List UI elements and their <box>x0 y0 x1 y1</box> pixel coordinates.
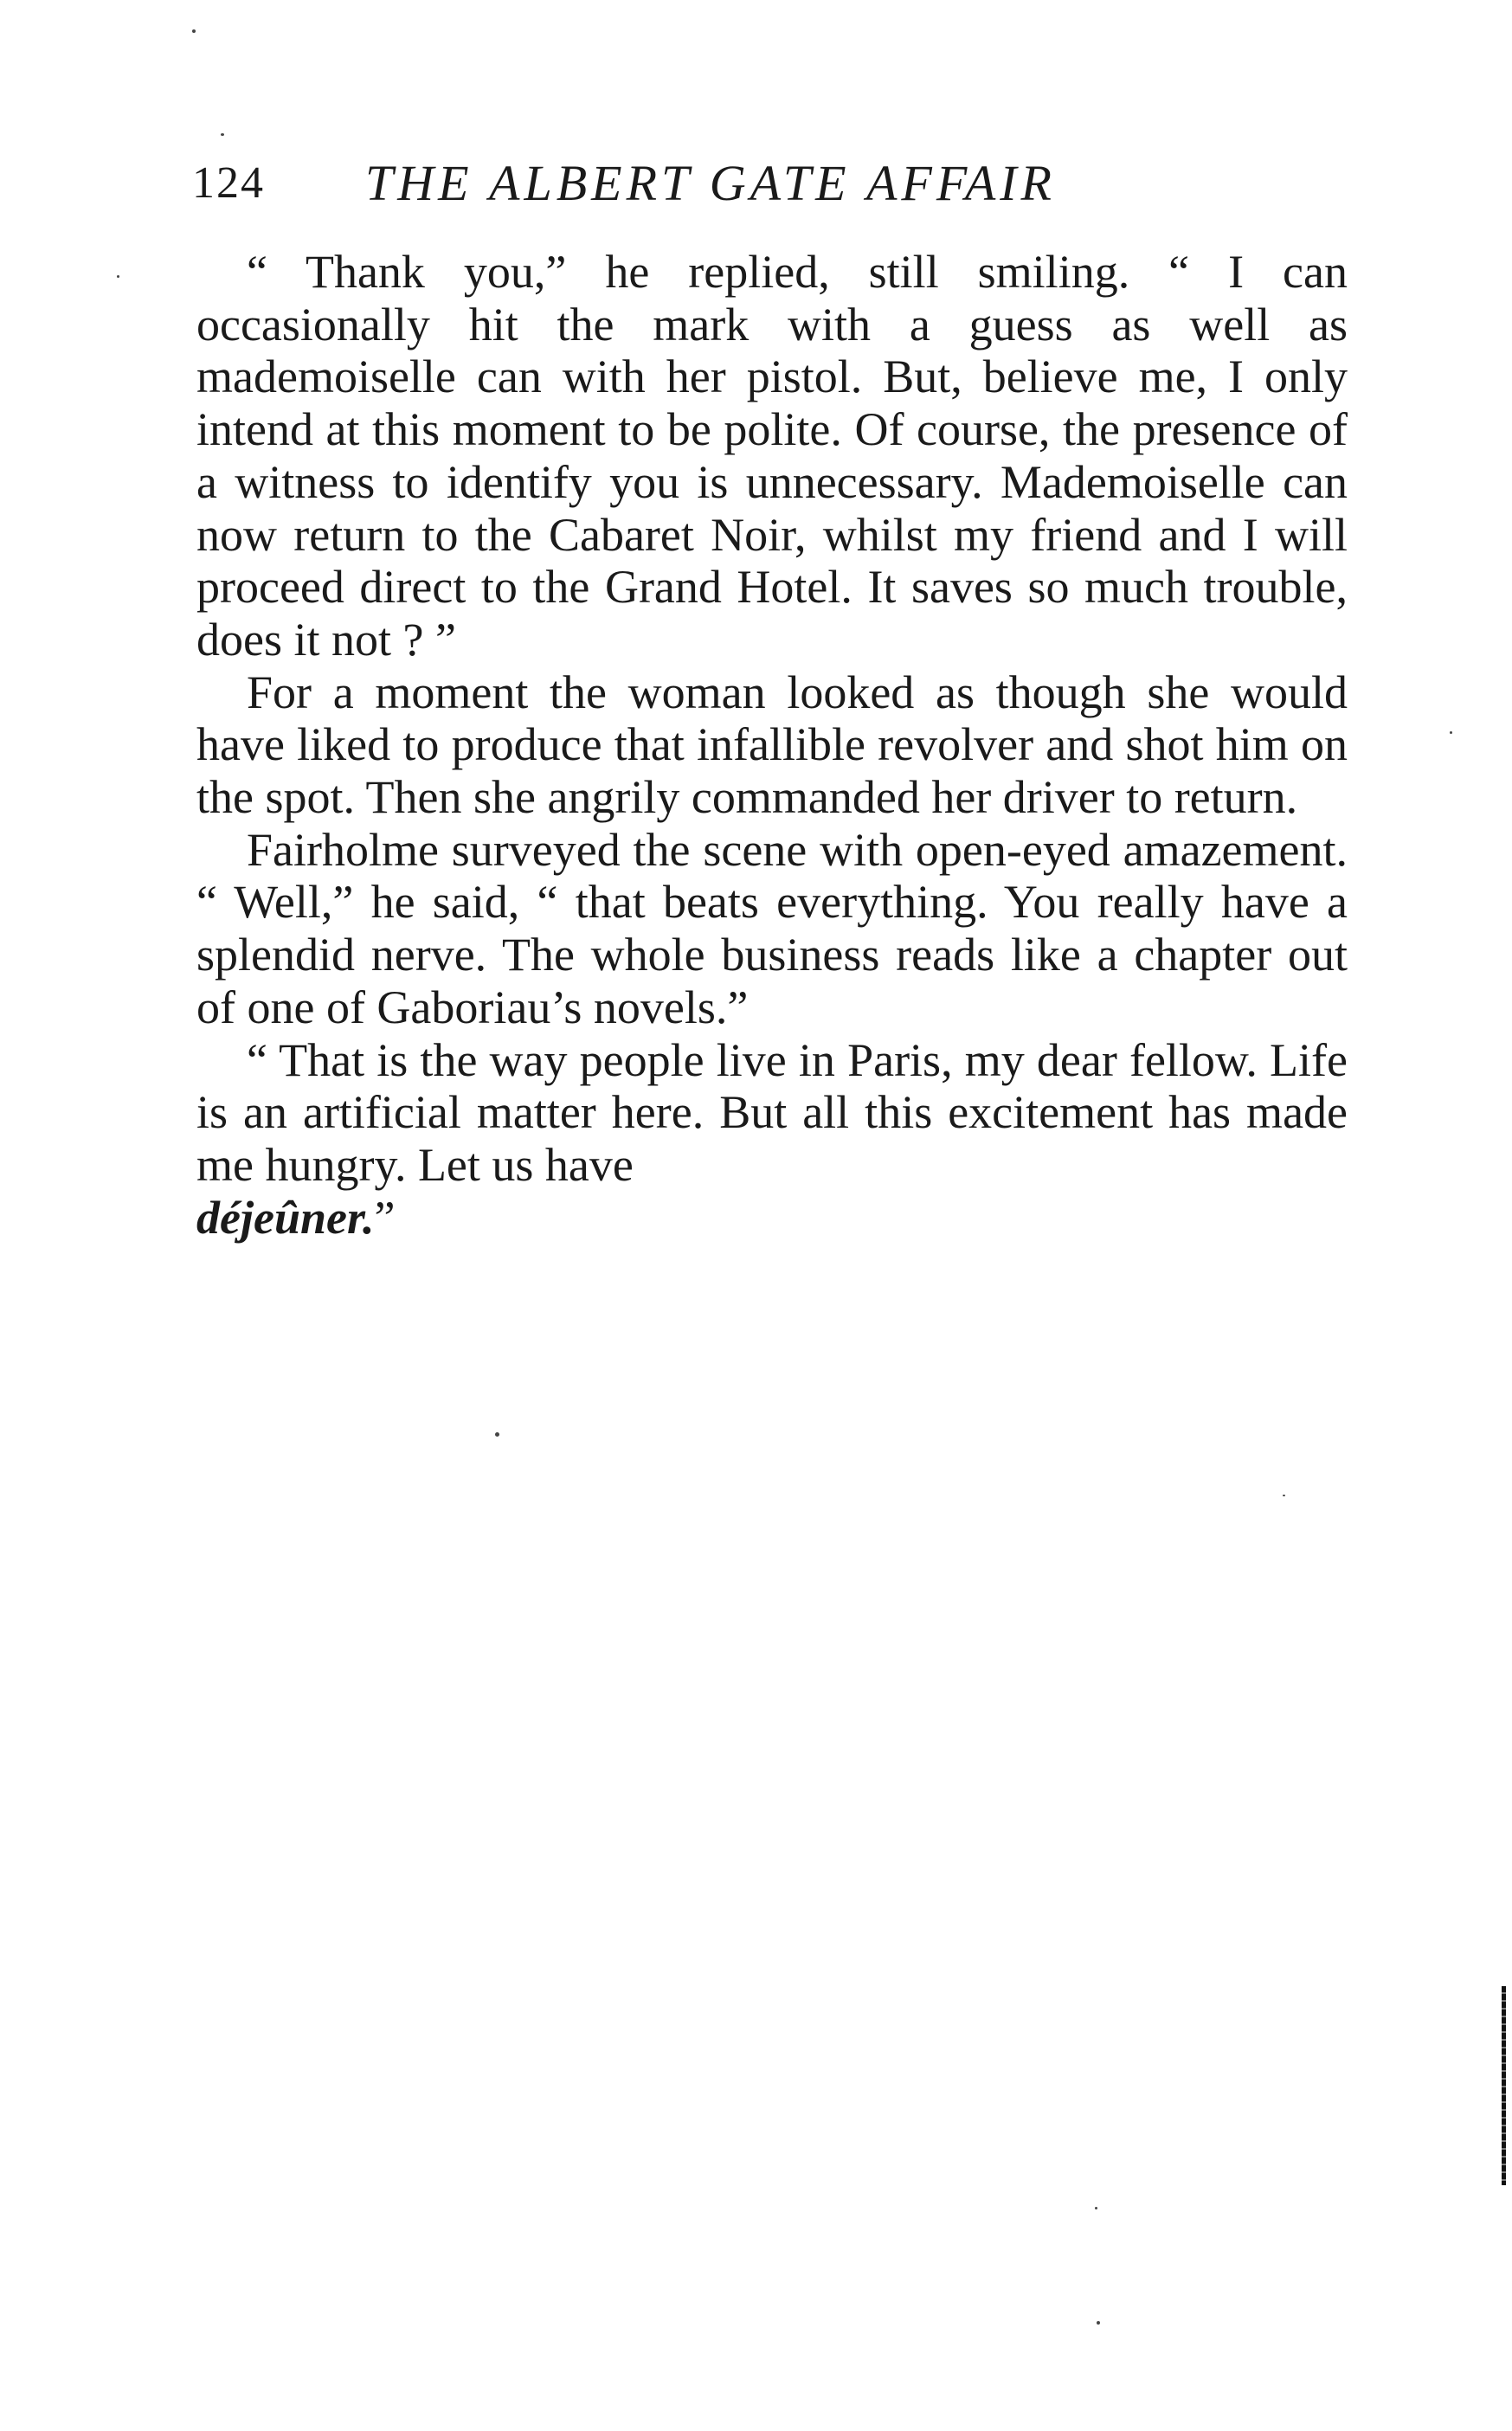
scan-speck <box>221 133 224 136</box>
paragraph-2: For a moment the woman looked as though she would have liked to produce that infallible revolver and shot him on the spot. Then she angrily commanded her driver to return. <box>196 666 1348 824</box>
running-title: THE ALBERT GATE AFFAIR <box>365 155 1056 211</box>
paragraph-3: Fairholme surveyed the scene with open-eyed amazement. “ Well,” he said, “ that beats everything. You really have a splendid nerve. The whole business reads like a chapter out of one of Gaboriau’s novels.” <box>196 823 1348 1033</box>
closing-word: déjeûner. <box>196 1191 375 1244</box>
page-number: 124 <box>192 158 265 208</box>
scan-edge-mark <box>1502 1986 1506 2185</box>
scan-speck <box>495 1432 499 1437</box>
closing-quote: ” <box>374 1191 396 1244</box>
paragraph-4-text: “ That is the way people live in Paris, my dear fellow. Life is an artificial matter here. But all this excitement has made me hungry. Let us have <box>196 1033 1348 1191</box>
running-head <box>192 149 1352 218</box>
body-text <box>196 246 1348 1244</box>
scan-speck <box>192 29 196 33</box>
scan-speck <box>1097 2321 1100 2325</box>
paragraph-4 <box>196 1034 1348 1244</box>
paragraph-1: “ Thank you,” he replied, still smiling. “ I can occasionally hit the mark with a guess as well as mademoiselle can with her pistol. But, believe me, I only intend at this moment to be polite. Of course, the presence of a witness to identify you is unnecessary. Mademoiselle can now return to the Cabaret Noir, whilst my friend and I will proceed direct to the Grand Hotel. It saves so much trouble, does it not ? ” <box>196 246 1348 666</box>
scan-speck <box>1283 1495 1285 1496</box>
scan-speck <box>1095 2207 1097 2209</box>
scan-speck <box>1450 731 1452 734</box>
scan-speck <box>117 275 119 278</box>
